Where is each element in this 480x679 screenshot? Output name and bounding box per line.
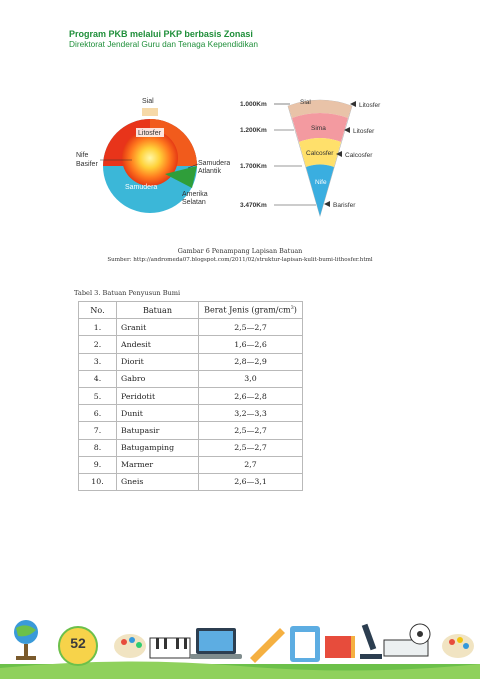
palette-icon [114,634,146,658]
layer-wedge-figure [238,92,403,220]
figure-caption: Gambar 6 Penampang Lapisan Batuan [177,247,303,255]
piano-icon [150,638,190,658]
svg-text:Sial: Sial [300,99,311,106]
label-samudera: Samudera [125,184,158,191]
table-row: 7. Batupasir 2,5—2,7 [79,422,303,439]
directorate-title: Direktorat Jenderal Guru dan Tenaga Kependidikan [69,39,258,49]
table-row: 5. Peridotit 2,6—2,8 [79,387,303,404]
svg-text:1.700Km: 1.700Km [240,163,267,170]
svg-text:Litosfer: Litosfer [359,102,381,109]
ruler-icon [250,628,285,663]
svg-text:Nife: Nife [315,179,327,186]
svg-text:Sima: Sima [311,125,326,132]
palette-icon-right [442,634,474,658]
rock-density-table [78,301,303,491]
label-sial: Sial [142,98,154,105]
svg-text:3.470Km: 3.470Km [240,202,267,209]
table-row: 8. Batugamping 2,5—2,7 [79,439,303,456]
svg-text:Calcosfer: Calcosfer [345,152,373,159]
globe-icon [14,620,38,660]
clipboard-icon [290,626,320,662]
laptop-icon [190,628,242,659]
nife-band [306,165,334,217]
table-row: 4. Gabro 3,0 [79,370,303,387]
soccer-ball-icon [410,624,430,644]
earth-sphere-figure [70,88,230,228]
table-title: Tabel 3. Batuan Penyusun Bumi [74,289,181,297]
header-no: No. [79,302,117,319]
label-samudera-atlantik: Samudera [198,160,230,167]
table-row: 1. Granit 2,5—2,7 [79,319,303,336]
svg-text:1.200Km: 1.200Km [240,127,267,134]
label-amerika-selatan: Amerika [182,191,208,198]
book-icon [325,636,355,658]
page-header [69,29,258,49]
svg-text:Barisfer: Barisfer [333,202,356,209]
table-row: 6. Dunit 3,2—3,3 [79,405,303,422]
svg-text:1.000Km: 1.000Km [240,101,267,108]
header-batuan: Batuan [117,302,199,319]
svg-text:Calcosfer: Calcosfer [306,150,334,157]
svg-text:Atlantik: Atlantik [198,168,221,175]
svg-text:Selatan: Selatan [182,199,206,206]
table-header-row [79,302,303,319]
table-row: 9. Marmer 2,7 [79,456,303,473]
header-berat-jenis: Berat Jenis $(gram/cm^3)$ [199,302,303,319]
svg-text:Litosfer: Litosfer [353,128,375,135]
label-nife: Nife [76,152,89,159]
table-row: 3. Diorit 2,8—2,9 [79,353,303,370]
table-row: 2. Andesit 1,6—2,6 [79,336,303,353]
microscope-icon [360,624,382,659]
page-number: 52 [70,635,86,651]
figure-source: Sumber: http://andromeda07.blogspot.com/2011/02/struktur-lapisan-kulit-bumi-lithosfer.html [107,257,373,263]
core [122,130,178,186]
label-basifer: Basifer [76,161,98,168]
program-title: Program PKB melalui PKP berbasis Zonasi [69,29,253,39]
label-litosfer: Litosfer [138,130,161,137]
table-row: 10. Gneis 2,6—3,1 [79,473,303,490]
